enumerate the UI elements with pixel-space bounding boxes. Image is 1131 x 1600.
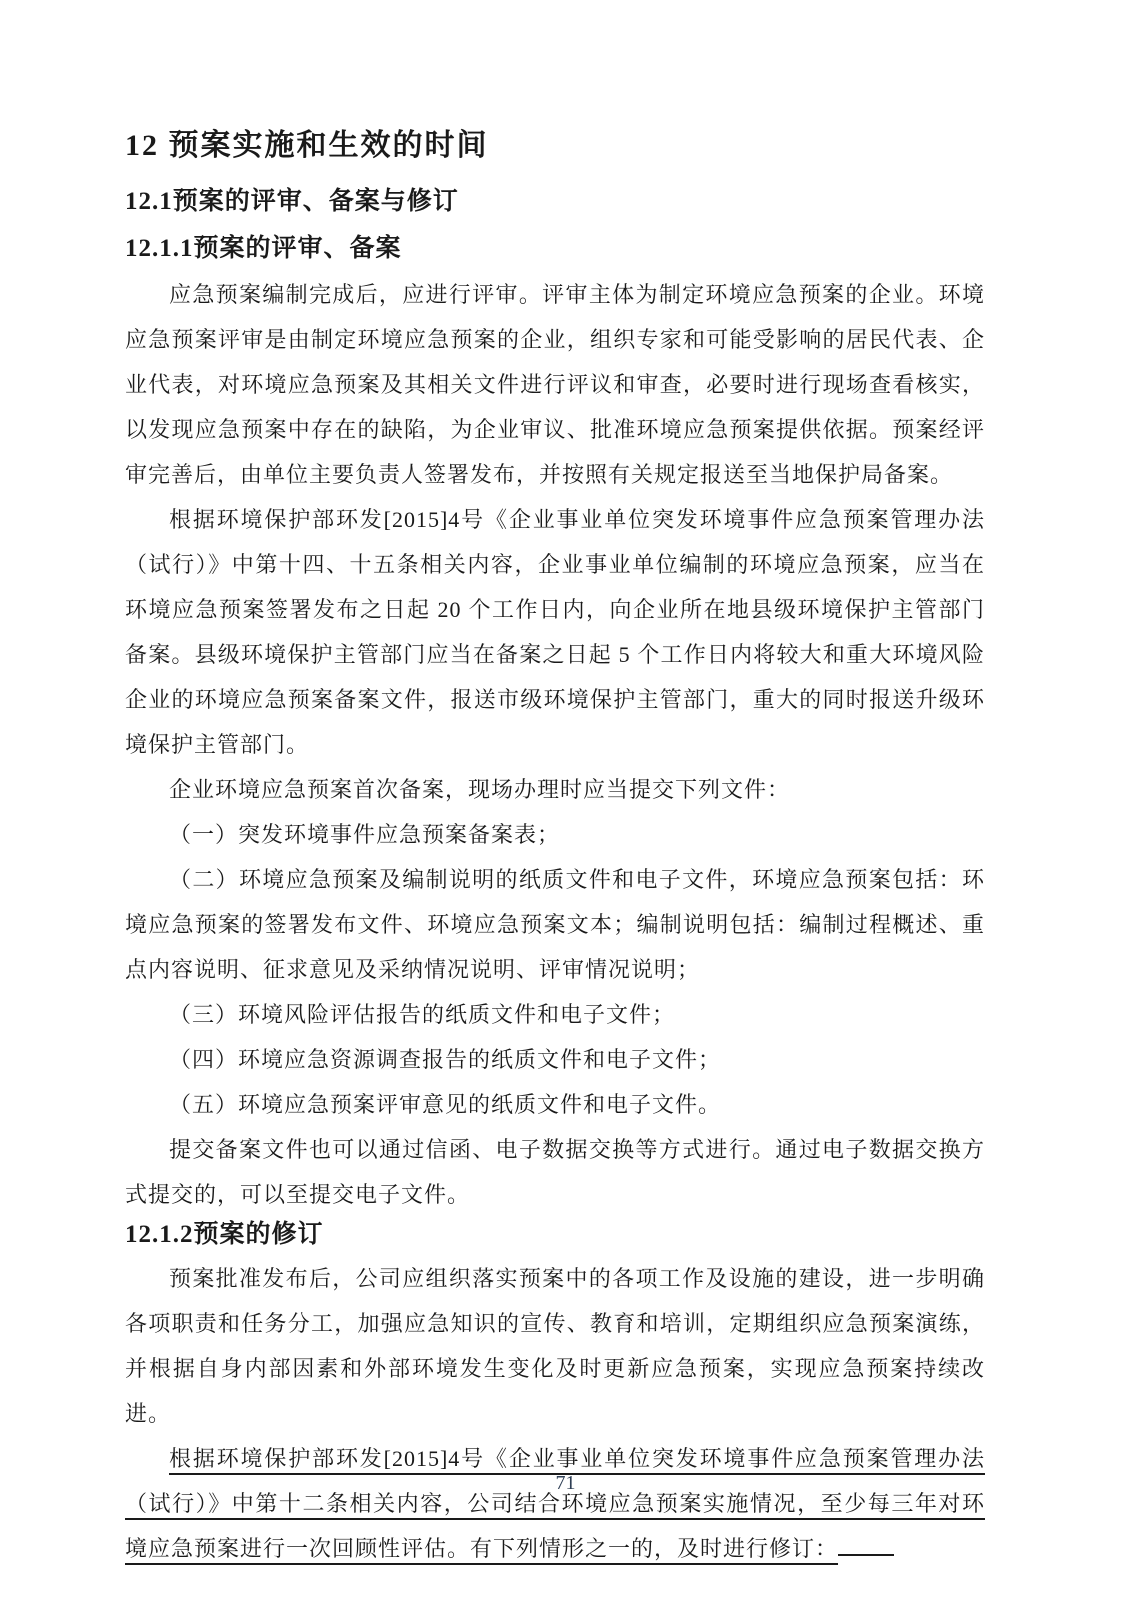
paragraph-revision-rule-underlined — [125, 1436, 985, 1571]
page-number: 71 — [555, 1472, 576, 1494]
underline-tail-rule — [838, 1534, 894, 1556]
subsection-heading-12-1: 12.1预案的评审、备案与修订 — [125, 188, 459, 215]
paragraph-submission-methods: 提交备案文件也可以通过信函、电子数据交换等方式进行。通过电子数据交换方式提交的，可以至提交电子文件。 — [125, 1137, 985, 1207]
list-item-3: （三）环境风险评估报告的纸质文件和电子文件； — [169, 1002, 676, 1027]
paragraph-filing-rules: 根据环境保护部环发[2015]4号《企业事业单位突发环境事件应急预案管理办法（试行）》中第十四、十五条相关内容，企业事业单位编制的环境应急预案，应当在环境应急预案签署发布之日起 20 个工作日内，向企业所在地县级环境保护主管部门备案。县级环境保护主管部门应当在备案之日起 5 个工作日内将较大和重大环境风险企业的环境应急预案备案文件，报送市级环境保护主管部门，重大的同时报送升级环境保护主管部门。 — [125, 507, 985, 757]
list-item-2: （二）环境应急预案及编制说明的纸质文件和电子文件，环境应急预案包括：环境应急预案的签署发布文件、环境应急预案文本；编制说明包括：编制过程概述、重点内容说明、征求意见及采纳情况说明、评审情况说明； — [125, 867, 985, 982]
document-content — [125, 130, 985, 1571]
subsubsection-heading-12-1-2: 12.1.2预案的修订 — [125, 1221, 324, 1248]
subsubsection-heading-12-1-1: 12.1.1预案的评审、备案 — [125, 235, 402, 262]
paragraph-revision-intro: 预案批准发布后，公司应组织落实预案中的各项工作及设施的建设，进一步明确各项职责和任务分工，加强应急知识的宣传、教育和培训，定期组织应急预案演练，并根据自身内部因素和外部环境发生变化及时更新应急预案，实现应急预案持续改进。 — [125, 1266, 985, 1426]
list-item-4: （四）环境应急资源调查报告的纸质文件和电子文件； — [169, 1047, 722, 1072]
underlined-text: 根据环境保护部环发[2015]4号《企业事业单位突发环境事件应急预案管理办法（试行）》中第十二条相关内容，公司结合环境应急预案实施情况，至少每三年对环境应急预案进行一次回顾性评估。有下列情形之一的，及时进行修订： — [125, 1446, 985, 1561]
list-item-1: （一）突发环境事件应急预案备案表； — [169, 822, 561, 847]
list-item-5: （五）环境应急预案评审意见的纸质文件和电子文件。 — [169, 1092, 722, 1117]
paragraph-first-filing: 企业环境应急预案首次备案，现场办理时应当提交下列文件： — [169, 777, 791, 802]
paragraph-review-intro: 应急预案编制完成后，应进行评审。评审主体为制定环境应急预案的企业。环境应急预案评审是由制定环境应急预案的企业，组织专家和可能受影响的居民代表、企业代表，对环境应急预案及其相关文件进行评议和审查，必要时进行现场查看核实，以发现应急预案中存在的缺陷，为企业审议、批准环境应急预案提供依据。预案经评审完善后，由单位主要负责人签署发布，并按照有关规定报送至当地保护局备案。 — [125, 282, 985, 487]
section-heading-12: 12 预案实施和生效的时间 — [125, 129, 489, 162]
